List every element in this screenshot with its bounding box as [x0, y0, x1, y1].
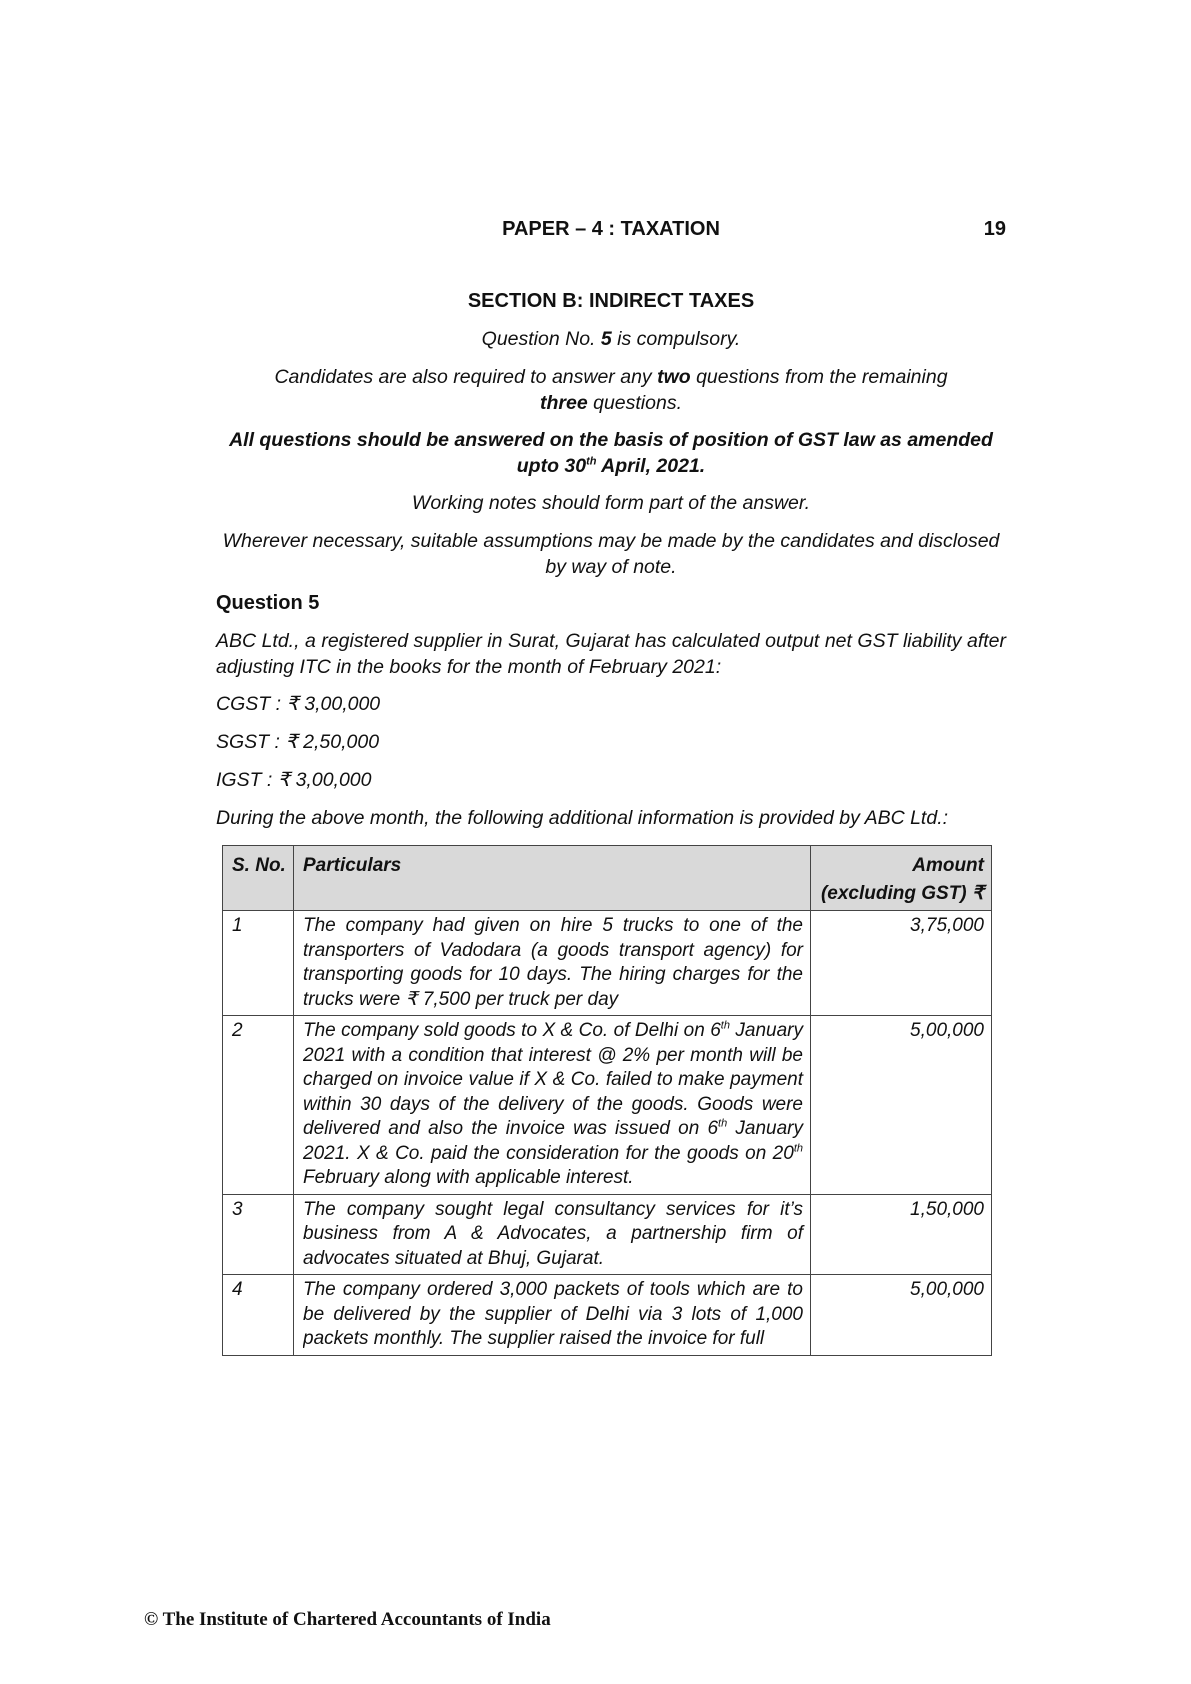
- row-sno: 1: [223, 911, 294, 1016]
- particulars-table: [222, 845, 992, 1356]
- header-amount-line2: (excluding GST) ₹: [820, 882, 984, 904]
- instruction-emphasis: 5: [600, 328, 612, 350]
- table-header-row: [223, 846, 992, 911]
- instruction-text: Question No.: [481, 328, 601, 350]
- header-particulars: Particulars: [294, 846, 811, 911]
- row-amount: 5,00,000: [811, 1275, 992, 1356]
- sgst-line: SGST : ₹ 2,50,000: [216, 731, 380, 753]
- cgst-line: CGST : ₹ 3,00,000: [216, 693, 381, 715]
- header-amount: [811, 846, 992, 911]
- row-sno: 2: [223, 1016, 294, 1195]
- superscript: th: [720, 1019, 730, 1032]
- instruction-gst-law: [216, 427, 1006, 479]
- row-amount: 5,00,000: [811, 1016, 992, 1195]
- instruction-emphasis: two: [657, 366, 691, 388]
- row-particulars: The company sought legal consultancy services for it’s business from A & Advocates, a partnership firm of advocates situated at Bhuj, Gujarat.: [294, 1194, 811, 1275]
- superscript: th: [586, 455, 597, 468]
- table-row: [223, 1016, 992, 1195]
- additional-info-line: During the above month, the following additional information is provided by ABC Ltd.:: [216, 807, 949, 829]
- page-number: 19: [983, 218, 1006, 240]
- superscript: th: [793, 1142, 803, 1155]
- igst-line: IGST : ₹ 3,00,000: [216, 769, 372, 791]
- superscript: th: [718, 1117, 728, 1130]
- copyright-footer: © The Institute of Chartered Accountants of India: [144, 1609, 551, 1630]
- question-heading: Question 5: [216, 592, 320, 614]
- row-amount: 3,75,000: [811, 911, 992, 1016]
- row-sno: 4: [223, 1275, 294, 1356]
- row-text: The company sold goods to X & Co. of Delhi on 6: [303, 1020, 721, 1041]
- row-particulars: [294, 1016, 811, 1195]
- instruction-text: is compulsory.: [611, 328, 741, 350]
- row-text: January 2021. X & Co. paid the consideration for the goods on 20: [303, 1118, 804, 1164]
- question-intro: ABC Ltd., a registered supplier in Surat, Gujarat has calculated output net GST liability after adjusting ITC in the books for the month of February 2021:: [216, 630, 1006, 678]
- header-sno: S. No.: [223, 846, 294, 911]
- row-particulars: [294, 1275, 811, 1356]
- instruction-emphasis: three: [540, 392, 588, 414]
- table-row: [223, 1275, 992, 1356]
- row-text: January 2021 with a condition that interest @ 2% per month will be charged on invoice value if X & Co. failed to make payment within 30 days of the delivery of the goods. Goods were delivered and also the invoice was issued on 6: [303, 1020, 803, 1139]
- instruction-choice: [216, 364, 1006, 416]
- header-amount-line1: Amount: [912, 855, 984, 876]
- instruction-assumptions: Wherever necessary, suitable assumptions may be made by the candidates and disclosed by way of note.: [222, 530, 1000, 578]
- row-amount: 1,50,000: [811, 1194, 992, 1275]
- paper-title: PAPER – 4 : TAXATION: [502, 218, 720, 240]
- instruction-compulsory: [216, 326, 1006, 352]
- instruction-text: April, 2021.: [596, 455, 706, 477]
- instruction-text: Candidates are also required to answer any: [274, 366, 658, 388]
- row-particulars: The company had given on hire 5 trucks to one of the transporters of Vadodara (a goods transport agency) for transporting goods for 10 days. The hiring charges for the trucks were ₹ 7,500 per truck per day: [294, 911, 811, 1016]
- table-row: [223, 911, 992, 1016]
- row-text: February along with applicable interest.: [303, 1167, 634, 1188]
- row-text-clipped: The company ordered 3,000 packets of tools which are to be delivered by the supplier of Delhi via 3 lots of 1,000 packets monthly. The supplier raised the invoice for full: [303, 1279, 803, 1349]
- instruction-text: questions from the remaining: [690, 366, 948, 388]
- table-row: [223, 1194, 992, 1275]
- instruction-text: questions.: [587, 392, 682, 414]
- instruction-text: All questions should be answered on the basis of position of GST law as amended upto 30: [229, 429, 993, 477]
- instruction-working-notes: Working notes should form part of the answer.: [411, 492, 811, 514]
- row-sno: 3: [223, 1194, 294, 1275]
- section-title: SECTION B: INDIRECT TAXES: [467, 290, 755, 312]
